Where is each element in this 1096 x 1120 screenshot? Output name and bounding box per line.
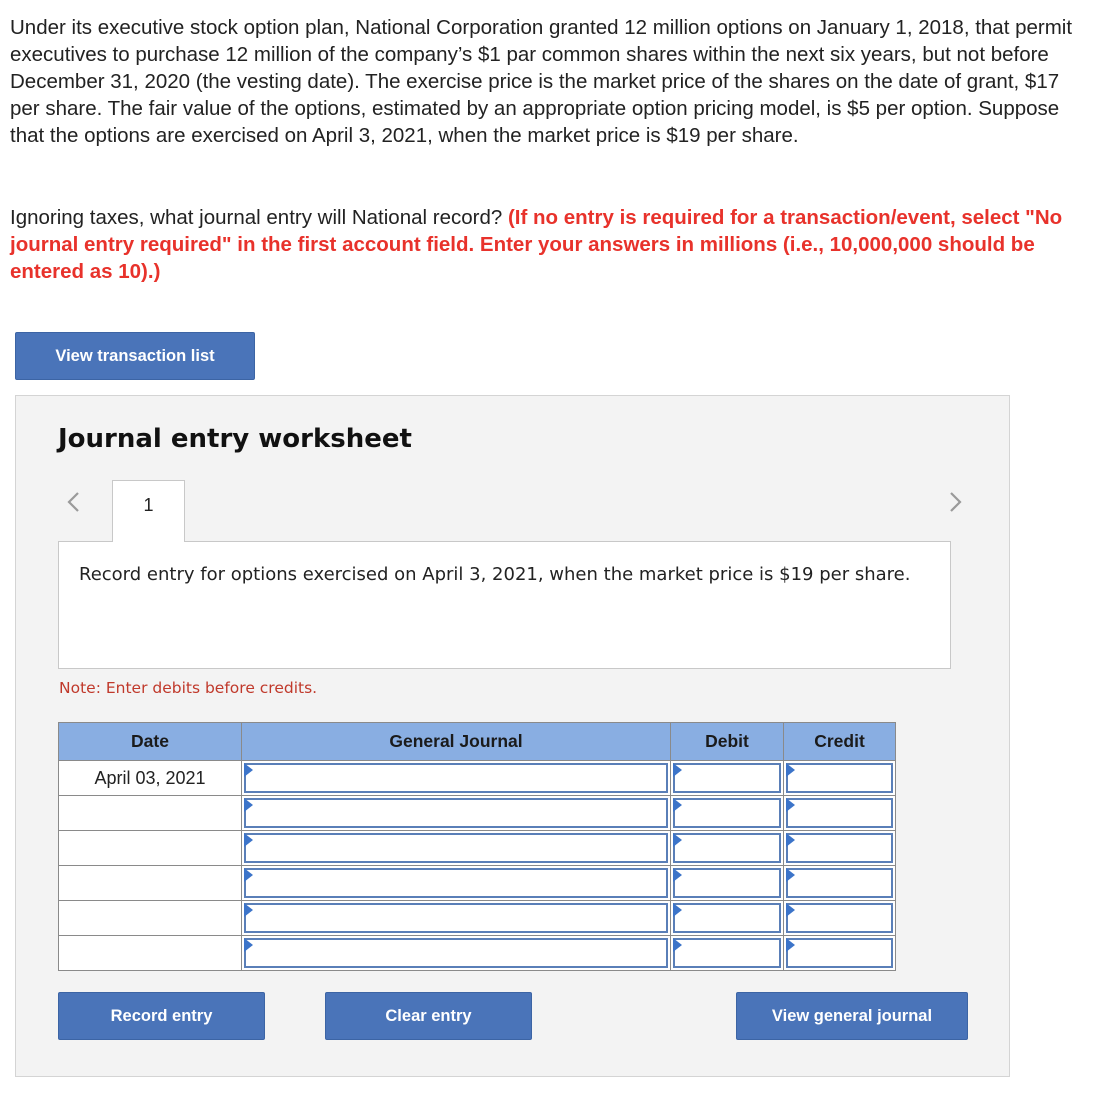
account-cell xyxy=(242,936,671,971)
cell-marker-icon xyxy=(244,868,253,882)
view-transaction-list-button[interactable]: View transaction list xyxy=(15,332,255,380)
cell-marker-icon xyxy=(673,763,682,777)
note-text: Note: Enter debits before credits. xyxy=(59,679,318,697)
date-cell xyxy=(59,831,242,866)
cell-marker-icon xyxy=(244,763,253,777)
journal-row xyxy=(59,761,896,796)
cell-marker-icon xyxy=(244,903,253,917)
worksheet-title: Journal entry worksheet xyxy=(58,424,412,454)
account-input[interactable] xyxy=(244,868,668,898)
cell-marker-icon xyxy=(673,868,682,882)
date-cell xyxy=(59,936,242,971)
debit-cell xyxy=(671,936,784,971)
question-text: Under its executive stock option plan, National Corporation granted 12 million options on January 1, 2018, that permit executives to purchase 12 million of the company’s $1 par common shares within the next six years, but not before December 31, 2020 (the vesting date). The exercise price is the market price of the shares on the date of grant, $17 per share. The fair value of the options, estimated by an appropriate option pricing model, is $5 per option. Suppose that the options are exercised on April 3, 2021, when the market price is $19 per share. xyxy=(10,16,1073,147)
debit-cell xyxy=(671,866,784,901)
debit-cell xyxy=(671,796,784,831)
credit-cell xyxy=(784,796,896,831)
view-general-journal-button[interactable]: View general journal xyxy=(736,992,968,1040)
credit-cell xyxy=(784,831,896,866)
account-cell xyxy=(242,831,671,866)
journal-entry-worksheet-panel xyxy=(15,395,1010,1077)
debit-input[interactable] xyxy=(673,798,781,828)
instructions-prefix: Ignoring taxes, what journal entry will National record? xyxy=(10,206,503,229)
account-cell xyxy=(242,761,671,796)
credit-input[interactable] xyxy=(786,938,893,968)
cell-marker-icon xyxy=(244,938,253,952)
cell-marker-icon xyxy=(786,798,795,812)
chevron-right-icon[interactable] xyxy=(941,488,969,516)
cell-marker-icon xyxy=(244,833,253,847)
credit-input[interactable] xyxy=(786,798,893,828)
cell-marker-icon xyxy=(786,903,795,917)
chevron-left-icon[interactable] xyxy=(60,488,88,516)
debit-cell xyxy=(671,901,784,936)
record-entry-button[interactable]: Record entry xyxy=(58,992,265,1040)
account-input[interactable] xyxy=(244,833,668,863)
cell-marker-icon xyxy=(673,833,682,847)
date-cell: April 03, 2021 xyxy=(59,761,242,796)
cell-marker-icon xyxy=(244,798,253,812)
account-cell xyxy=(242,796,671,831)
debit-input[interactable] xyxy=(673,763,781,793)
credit-input[interactable] xyxy=(786,763,893,793)
account-cell xyxy=(242,866,671,901)
date-cell xyxy=(59,796,242,831)
account-input[interactable] xyxy=(244,903,668,933)
cell-marker-icon xyxy=(786,868,795,882)
debit-cell xyxy=(671,831,784,866)
date-cell xyxy=(59,866,242,901)
clear-entry-button[interactable]: Clear entry xyxy=(325,992,532,1040)
credit-input[interactable] xyxy=(786,903,893,933)
tab-entry-1[interactable]: 1 xyxy=(112,480,185,542)
cell-marker-icon xyxy=(786,938,795,952)
cell-marker-icon xyxy=(673,903,682,917)
general-journal-column-header: General Journal xyxy=(242,723,671,761)
cell-marker-icon xyxy=(673,938,682,952)
journal-row xyxy=(59,866,896,901)
account-input[interactable] xyxy=(244,763,668,793)
credit-cell xyxy=(784,901,896,936)
date-column-header: Date xyxy=(59,723,242,761)
entry-description: Record entry for options exercised on April 3, 2021, when the market price is $19 per share. xyxy=(58,541,951,669)
journal-header-row xyxy=(59,723,896,761)
date-cell xyxy=(59,901,242,936)
debit-input[interactable] xyxy=(673,903,781,933)
instructions-highlight: (If no entry is required for a transaction/event, select "No journal entry required" in the first account field. Enter your answers in millions (i.e., 10,000,000 should be entered as 10).) xyxy=(10,206,1063,283)
debit-input[interactable] xyxy=(673,938,781,968)
credit-input[interactable] xyxy=(786,868,893,898)
debit-input[interactable] xyxy=(673,833,781,863)
account-input[interactable] xyxy=(244,798,668,828)
cell-marker-icon xyxy=(786,763,795,777)
credit-cell xyxy=(784,866,896,901)
cell-marker-icon xyxy=(786,833,795,847)
account-cell xyxy=(242,901,671,936)
debit-column-header: Debit xyxy=(671,723,784,761)
debit-input[interactable] xyxy=(673,868,781,898)
journal-row xyxy=(59,901,896,936)
instructions xyxy=(10,204,1088,285)
credit-cell xyxy=(784,761,896,796)
debit-cell xyxy=(671,761,784,796)
journal-row xyxy=(59,936,896,971)
account-input[interactable] xyxy=(244,938,668,968)
credit-cell xyxy=(784,936,896,971)
journal-row xyxy=(59,831,896,866)
credit-column-header: Credit xyxy=(784,723,896,761)
credit-input[interactable] xyxy=(786,833,893,863)
cell-marker-icon xyxy=(673,798,682,812)
journal-table xyxy=(58,722,896,971)
journal-row xyxy=(59,796,896,831)
